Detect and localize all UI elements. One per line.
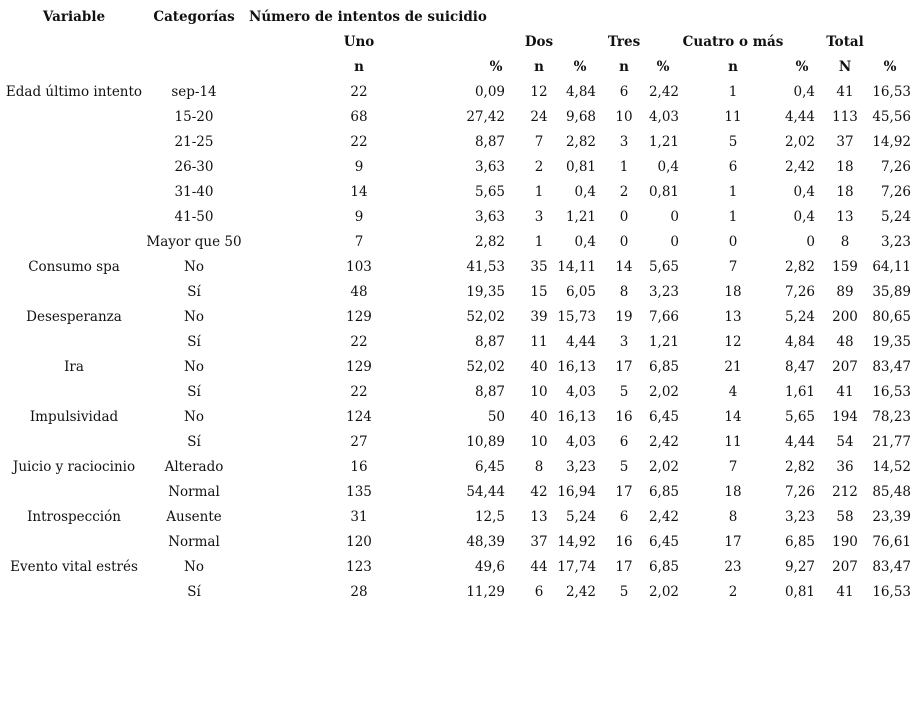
row-category: No [184, 359, 204, 375]
table-cell: 14,92 [557, 534, 596, 550]
table-cell: 1,61 [784, 384, 815, 400]
table-cell: 4,03 [565, 384, 596, 400]
table-cell: 22 [350, 384, 368, 400]
table-cell: 0,4 [574, 184, 596, 200]
table-cell: 22 [350, 134, 368, 150]
subheader-cell: n [728, 59, 738, 75]
table-cell: 120 [346, 534, 372, 550]
table-cell: 5 [619, 384, 629, 400]
table-cell: 4,44 [784, 434, 815, 450]
subheader-cell: % [489, 59, 503, 75]
table-cell: 1 [619, 159, 629, 175]
table-cell: 7,26 [784, 484, 815, 500]
table-cell: 10,89 [466, 434, 505, 450]
table-cell: 54,44 [466, 484, 505, 500]
table-cell: 68 [350, 109, 368, 125]
row-category: sep-14 [171, 84, 217, 100]
table-cell: 2,02 [648, 384, 679, 400]
table-cell: 24 [530, 109, 548, 125]
table-cell: 0,81 [648, 184, 679, 200]
table-cell: 2,42 [648, 434, 679, 450]
table-cell: 17 [615, 559, 633, 575]
table-cell: 0,4 [574, 234, 596, 250]
table-cell: 0,09 [474, 84, 505, 100]
table-cell: 6 [619, 434, 629, 450]
table-cell: 123 [346, 559, 372, 575]
table-cell: 5,24 [880, 209, 911, 225]
subheader-cell: n [354, 59, 364, 75]
table-cell: 14 [350, 184, 368, 200]
table-cell: 159 [832, 259, 858, 275]
table-cell: 22 [350, 84, 368, 100]
table-cell: 4,44 [565, 334, 596, 350]
table-cell: 78,23 [872, 409, 911, 425]
table-cell: 18 [836, 159, 854, 175]
table-cell: 2 [619, 184, 629, 200]
table-cell: 207 [832, 359, 858, 375]
table-cell: 7 [534, 134, 544, 150]
table-cell: 0,4 [657, 159, 679, 175]
subheader-cell: n [534, 59, 544, 75]
table-cell: 7 [354, 234, 364, 250]
table-cell: 3,23 [648, 284, 679, 300]
row-category: No [184, 409, 204, 425]
table-cell: 50 [487, 409, 505, 425]
table-cell: 17 [615, 484, 633, 500]
table-cell: 5,24 [565, 509, 596, 525]
table-cell: 18 [836, 184, 854, 200]
table-cell: 48 [836, 334, 854, 350]
table-cell: 2 [534, 159, 544, 175]
row-category: 21-25 [174, 134, 214, 150]
table-cell: 0,4 [793, 184, 815, 200]
table-cell: 8 [534, 459, 544, 475]
table-cell: 1,21 [648, 334, 679, 350]
row-variable: Impulsividad [29, 409, 119, 425]
table-cell: 83,47 [872, 359, 911, 375]
table-cell: 19,35 [872, 334, 911, 350]
table-cell: 194 [832, 409, 858, 425]
table-cell: 103 [346, 259, 372, 275]
table-cell: 129 [346, 309, 372, 325]
table-cell: 6 [619, 509, 629, 525]
table-cell: 6,45 [648, 534, 679, 550]
table-cell: 13 [530, 509, 548, 525]
table-cell: 1,21 [648, 134, 679, 150]
table-cell: 5 [619, 584, 629, 600]
table-cell: 1 [534, 184, 544, 200]
table-cell: 0 [806, 234, 815, 250]
table-cell: 52,02 [466, 359, 505, 375]
table-cell: 40 [530, 409, 548, 425]
table-cell: 124 [346, 409, 372, 425]
table-cell: 41 [836, 84, 854, 100]
row-category: 26-30 [174, 159, 214, 175]
table-cell: 13 [724, 309, 742, 325]
table-cell: 10 [530, 434, 548, 450]
table-cell: 15 [530, 284, 548, 300]
table-cell: 0,4 [793, 209, 815, 225]
table-cell: 4 [728, 384, 738, 400]
header-variable: Variable [42, 9, 106, 25]
table-cell: 19 [615, 309, 633, 325]
table-cell: 3,23 [565, 459, 596, 475]
table-cell: 6,85 [784, 534, 815, 550]
table-cell: 17 [615, 359, 633, 375]
table-cell: 4,44 [784, 109, 815, 125]
table-cell: 41,53 [466, 259, 505, 275]
table-cell: 9 [354, 209, 364, 225]
table-cell: 129 [346, 359, 372, 375]
table-cell: 2,02 [784, 134, 815, 150]
table-cell: 1 [728, 209, 738, 225]
row-category: Alterado [164, 459, 224, 475]
table-cell: 2,42 [565, 584, 596, 600]
table-cell: 6,05 [565, 284, 596, 300]
table-cell: 23,39 [872, 509, 911, 525]
table-cell: 8,47 [784, 359, 815, 375]
table-cell: 7 [728, 459, 738, 475]
header-total: Total [826, 34, 864, 50]
table-cell: 27 [350, 434, 368, 450]
row-category: Mayor que 50 [146, 234, 242, 250]
table-cell: 7,26 [784, 284, 815, 300]
header-dos: Dos [524, 34, 554, 50]
subheader-cell: n [619, 59, 629, 75]
table-cell: 4,84 [784, 334, 815, 350]
table-cell: 18 [724, 484, 742, 500]
table-cell: 6,45 [648, 409, 679, 425]
table-cell: 3 [534, 209, 544, 225]
table-cell: 6,85 [648, 559, 679, 575]
table-cell: 2,82 [565, 134, 596, 150]
table-cell: 6 [534, 584, 544, 600]
table-cell: 7,26 [880, 159, 911, 175]
table-cell: 17,74 [557, 559, 596, 575]
row-category: Sí [187, 284, 201, 300]
table-cell: 36 [836, 459, 854, 475]
table-cell: 0 [619, 234, 629, 250]
table-cell: 12 [724, 334, 742, 350]
table-cell: 6 [728, 159, 738, 175]
table-cell: 11,29 [466, 584, 505, 600]
table-cell: 16 [615, 534, 633, 550]
table-cell: 16 [350, 459, 368, 475]
table-cell: 16,53 [872, 384, 911, 400]
table-cell: 27,42 [466, 109, 505, 125]
table-cell: 3,63 [474, 209, 505, 225]
table-cell: 16,53 [872, 84, 911, 100]
row-variable: Evento vital estrés [10, 559, 138, 575]
table-cell: 5 [619, 459, 629, 475]
table-cell: 14 [615, 259, 633, 275]
table-cell: 16 [615, 409, 633, 425]
row-category: Normal [168, 534, 220, 550]
table-cell: 12 [530, 84, 548, 100]
table-cell: 0 [619, 209, 629, 225]
table-cell: 2,42 [648, 84, 679, 100]
table-cell: 48 [350, 284, 368, 300]
subheader-cell: % [656, 59, 670, 75]
table-cell: 113 [832, 109, 858, 125]
row-category: Sí [187, 584, 201, 600]
table-cell: 35 [530, 259, 548, 275]
table-cell: 89 [836, 284, 854, 300]
table-cell: 7 [728, 259, 738, 275]
table-cell: 28 [350, 584, 368, 600]
table-cell: 4,84 [565, 84, 596, 100]
table-cell: 3,23 [880, 234, 911, 250]
table-cell: 8,87 [474, 334, 505, 350]
table-cell: 48,39 [466, 534, 505, 550]
table-cell: 52,02 [466, 309, 505, 325]
table-cell: 2,42 [784, 159, 815, 175]
table-cell: 12,5 [474, 509, 505, 525]
table-cell: 8 [728, 509, 738, 525]
row-category: Sí [187, 334, 201, 350]
table-cell: 0,4 [793, 84, 815, 100]
table-cell: 2,02 [648, 459, 679, 475]
table-cell: 31 [350, 509, 368, 525]
table-cell: 11 [724, 434, 742, 450]
table-cell: 11 [530, 334, 548, 350]
table-cell: 37 [530, 534, 548, 550]
table-cell: 0,81 [565, 159, 596, 175]
subheader-cell: % [795, 59, 809, 75]
table-cell: 41 [836, 384, 854, 400]
header-categorias: Categorías [153, 9, 235, 25]
row-category: 15-20 [174, 109, 214, 125]
table-cell: 16,13 [557, 359, 596, 375]
table-cell: 6 [619, 84, 629, 100]
row-category: Sí [187, 384, 201, 400]
subheader-cell: % [573, 59, 587, 75]
row-category: Sí [187, 434, 201, 450]
header-tres: Tres [607, 34, 641, 50]
subheader-cell: % [883, 59, 897, 75]
table-cell: 2,82 [474, 234, 505, 250]
table-cell: 190 [832, 534, 858, 550]
table-cell: 83,47 [872, 559, 911, 575]
row-category: No [184, 259, 204, 275]
table-cell: 54 [836, 434, 854, 450]
table-cell: 11 [724, 109, 742, 125]
table-cell: 13 [836, 209, 854, 225]
row-category: 41-50 [174, 209, 214, 225]
table-cell: 19,35 [466, 284, 505, 300]
table-cell: 212 [832, 484, 858, 500]
table-cell: 5 [728, 134, 738, 150]
table-cell: 49,6 [474, 559, 505, 575]
table-cell: 76,61 [872, 534, 911, 550]
table-cell: 5,65 [474, 184, 505, 200]
table-cell: 14,11 [557, 259, 596, 275]
table-cell: 8,87 [474, 134, 505, 150]
table-cell: 0 [670, 234, 679, 250]
table-cell: 7,26 [880, 184, 911, 200]
table-cell: 5,24 [784, 309, 815, 325]
table-cell: 2,82 [784, 259, 815, 275]
table-cell: 10 [530, 384, 548, 400]
table-cell: 1 [728, 84, 738, 100]
table-cell: 22 [350, 334, 368, 350]
row-variable: Introspección [27, 509, 121, 525]
table-cell: 2,02 [648, 584, 679, 600]
table-cell: 1 [728, 184, 738, 200]
row-variable: Juicio y raciocinio [12, 459, 136, 475]
table-cell: 207 [832, 559, 858, 575]
row-category: 31-40 [174, 184, 214, 200]
row-category: No [184, 309, 204, 325]
table-cell: 0 [728, 234, 738, 250]
table-cell: 6,85 [648, 359, 679, 375]
table-cell: 2,82 [784, 459, 815, 475]
table-cell: 0 [670, 209, 679, 225]
table-cell: 8,87 [474, 384, 505, 400]
header-uno: Uno [343, 34, 375, 50]
table-cell: 39 [530, 309, 548, 325]
row-variable: Ira [64, 359, 84, 375]
table-cell: 0,81 [784, 584, 815, 600]
table-cell: 16,94 [557, 484, 596, 500]
row-category: No [184, 559, 204, 575]
table-cell: 40 [530, 359, 548, 375]
table-cell: 64,11 [872, 259, 911, 275]
table-cell: 15,73 [557, 309, 596, 325]
table-cell: 45,56 [872, 109, 911, 125]
row-category: Ausente [166, 509, 222, 525]
table-cell: 9,68 [565, 109, 596, 125]
table-cell: 85,48 [872, 484, 911, 500]
table-cell: 7,66 [648, 309, 679, 325]
row-variable: Consumo spa [28, 259, 120, 275]
table-cell: 9 [354, 159, 364, 175]
header-cuatro: Cuatro o más [682, 34, 784, 50]
table-cell: 135 [346, 484, 372, 500]
table-cell: 3 [619, 134, 629, 150]
table-cell: 16,13 [557, 409, 596, 425]
table-cell: 21 [724, 359, 742, 375]
table-cell: 41 [836, 584, 854, 600]
table-cell: 1,21 [565, 209, 596, 225]
table-cell: 8 [619, 284, 629, 300]
subheader-cell: N [838, 59, 852, 75]
table-cell: 3 [619, 334, 629, 350]
table-cell: 21,77 [872, 434, 911, 450]
table-cell: 8 [840, 234, 850, 250]
table-cell: 17 [724, 534, 742, 550]
table-cell: 1 [534, 234, 544, 250]
row-variable: Edad último intento [5, 84, 143, 100]
table-cell: 44 [530, 559, 548, 575]
table-cell: 58 [836, 509, 854, 525]
table-cell: 5,65 [784, 409, 815, 425]
table-cell: 2,42 [648, 509, 679, 525]
table-cell: 23 [724, 559, 742, 575]
table-cell: 4,03 [565, 434, 596, 450]
table-cell: 200 [832, 309, 858, 325]
table-cell: 6,85 [648, 484, 679, 500]
table-cell: 6,45 [474, 459, 505, 475]
table-cell: 18 [724, 284, 742, 300]
table-cell: 10 [615, 109, 633, 125]
table-cell: 14,52 [872, 459, 911, 475]
table-cell: 35,89 [872, 284, 911, 300]
table-cell: 42 [530, 484, 548, 500]
table-cell: 14 [724, 409, 742, 425]
row-category: Normal [168, 484, 220, 500]
table-cell: 37 [836, 134, 854, 150]
header-numero-intentos: Número de intentos de suicidio [249, 9, 487, 25]
table-cell: 16,53 [872, 584, 911, 600]
table-cell: 3,63 [474, 159, 505, 175]
table-cell: 3,23 [784, 509, 815, 525]
table-cell: 2 [728, 584, 738, 600]
table-cell: 80,65 [872, 309, 911, 325]
table-cell: 14,92 [872, 134, 911, 150]
row-variable: Desesperanza [26, 309, 122, 325]
table-cell: 5,65 [648, 259, 679, 275]
table-cell: 4,03 [648, 109, 679, 125]
table-cell: 9,27 [784, 559, 815, 575]
